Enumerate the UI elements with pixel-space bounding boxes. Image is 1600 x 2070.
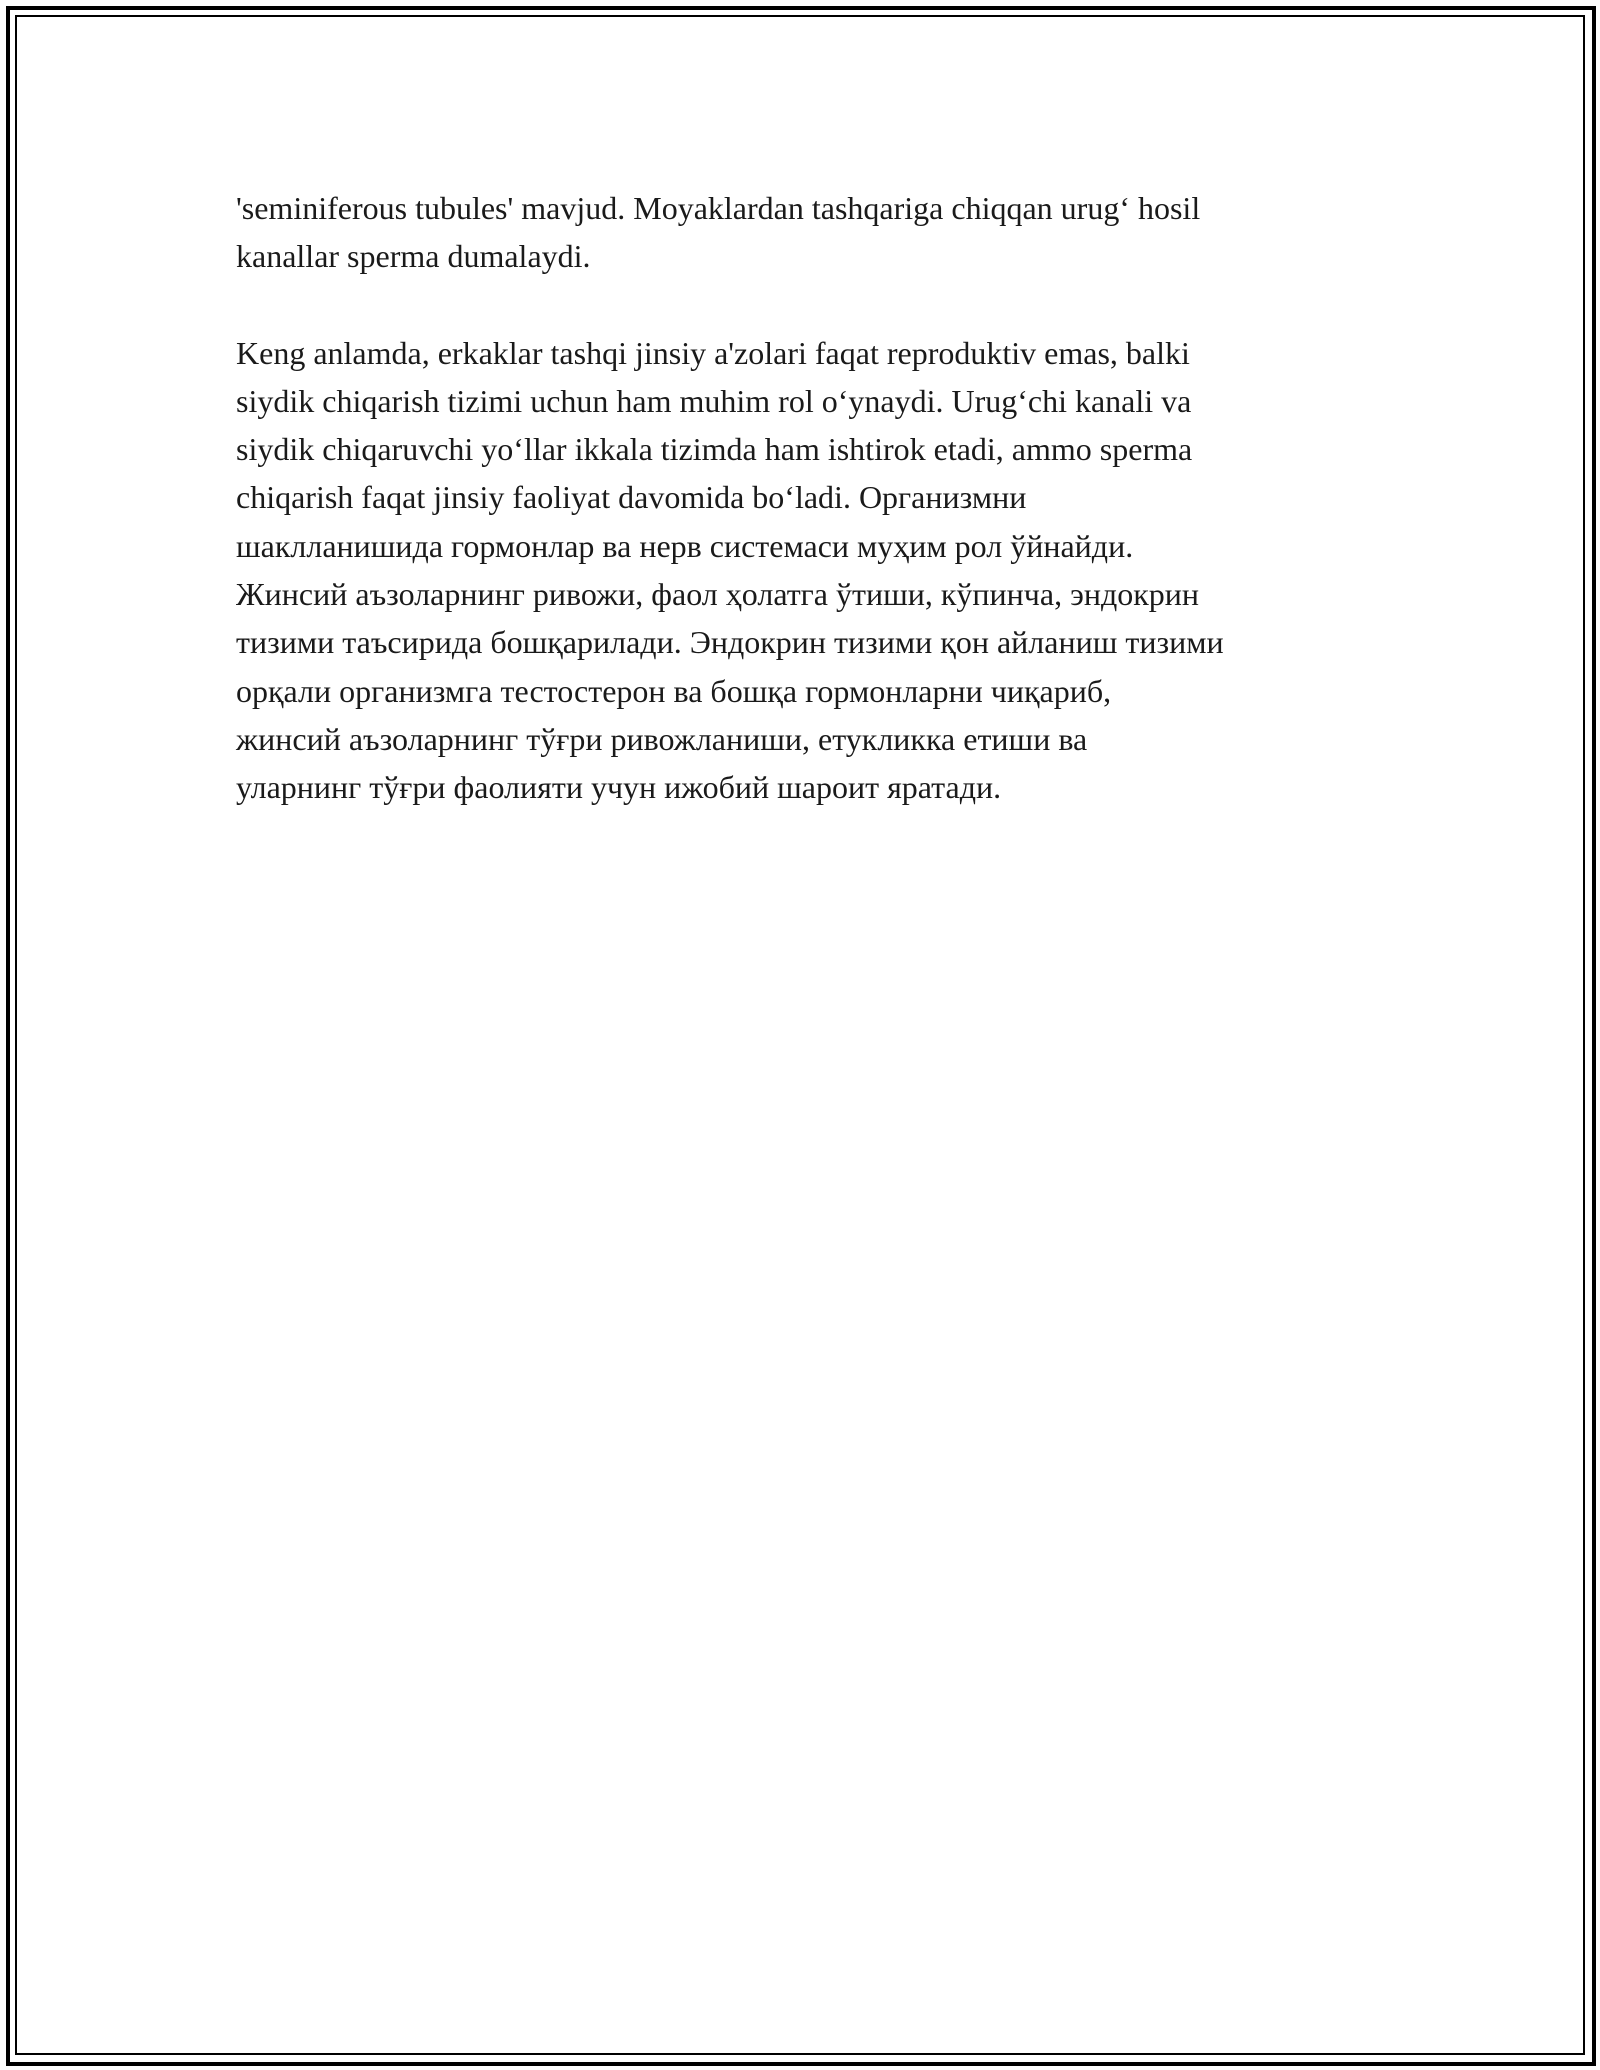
paragraph-1: 'seminiferous tubules' mavjud. Moyaklardan tashqariga chiqqan urug‘ hosil kanallar sperma dumalaydi. [236,190,1201,275]
document-body [236,184,1396,812]
paragraph-2: Keng anlamda, erkaklar tashqi jinsiy a'zolari faqat reproduktiv emas, balki siydik chiqarish tizimi uchun ham muhim rol o‘ynaydi. Urug‘chi kanali va siydik chiqaruvchi yo‘llar ikkala tizimda ham ishtirok etadi, ammo sperma chiqarish faqat jinsiy faoliyat davomida bo‘ladi. Организмни шаклланишида гормонлар ва нерв системаси муҳим рол ўйнайди. Жинсий аъзоларнинг ривожи, фаол ҳолатга ўтиши, кўпинча, эндокрин тизими таъсирида бошқарилади. Эндокрин тизими қон айланиш тизими орқали организмга тестостерон ва бошқа гормонларни чиқариб, жинсий аъзоларнинг тўғри ривожланиши, етукликка етиши ва уларнинг тўғри фаолияти учун ижобий шароит яратади. [236,334,1224,806]
